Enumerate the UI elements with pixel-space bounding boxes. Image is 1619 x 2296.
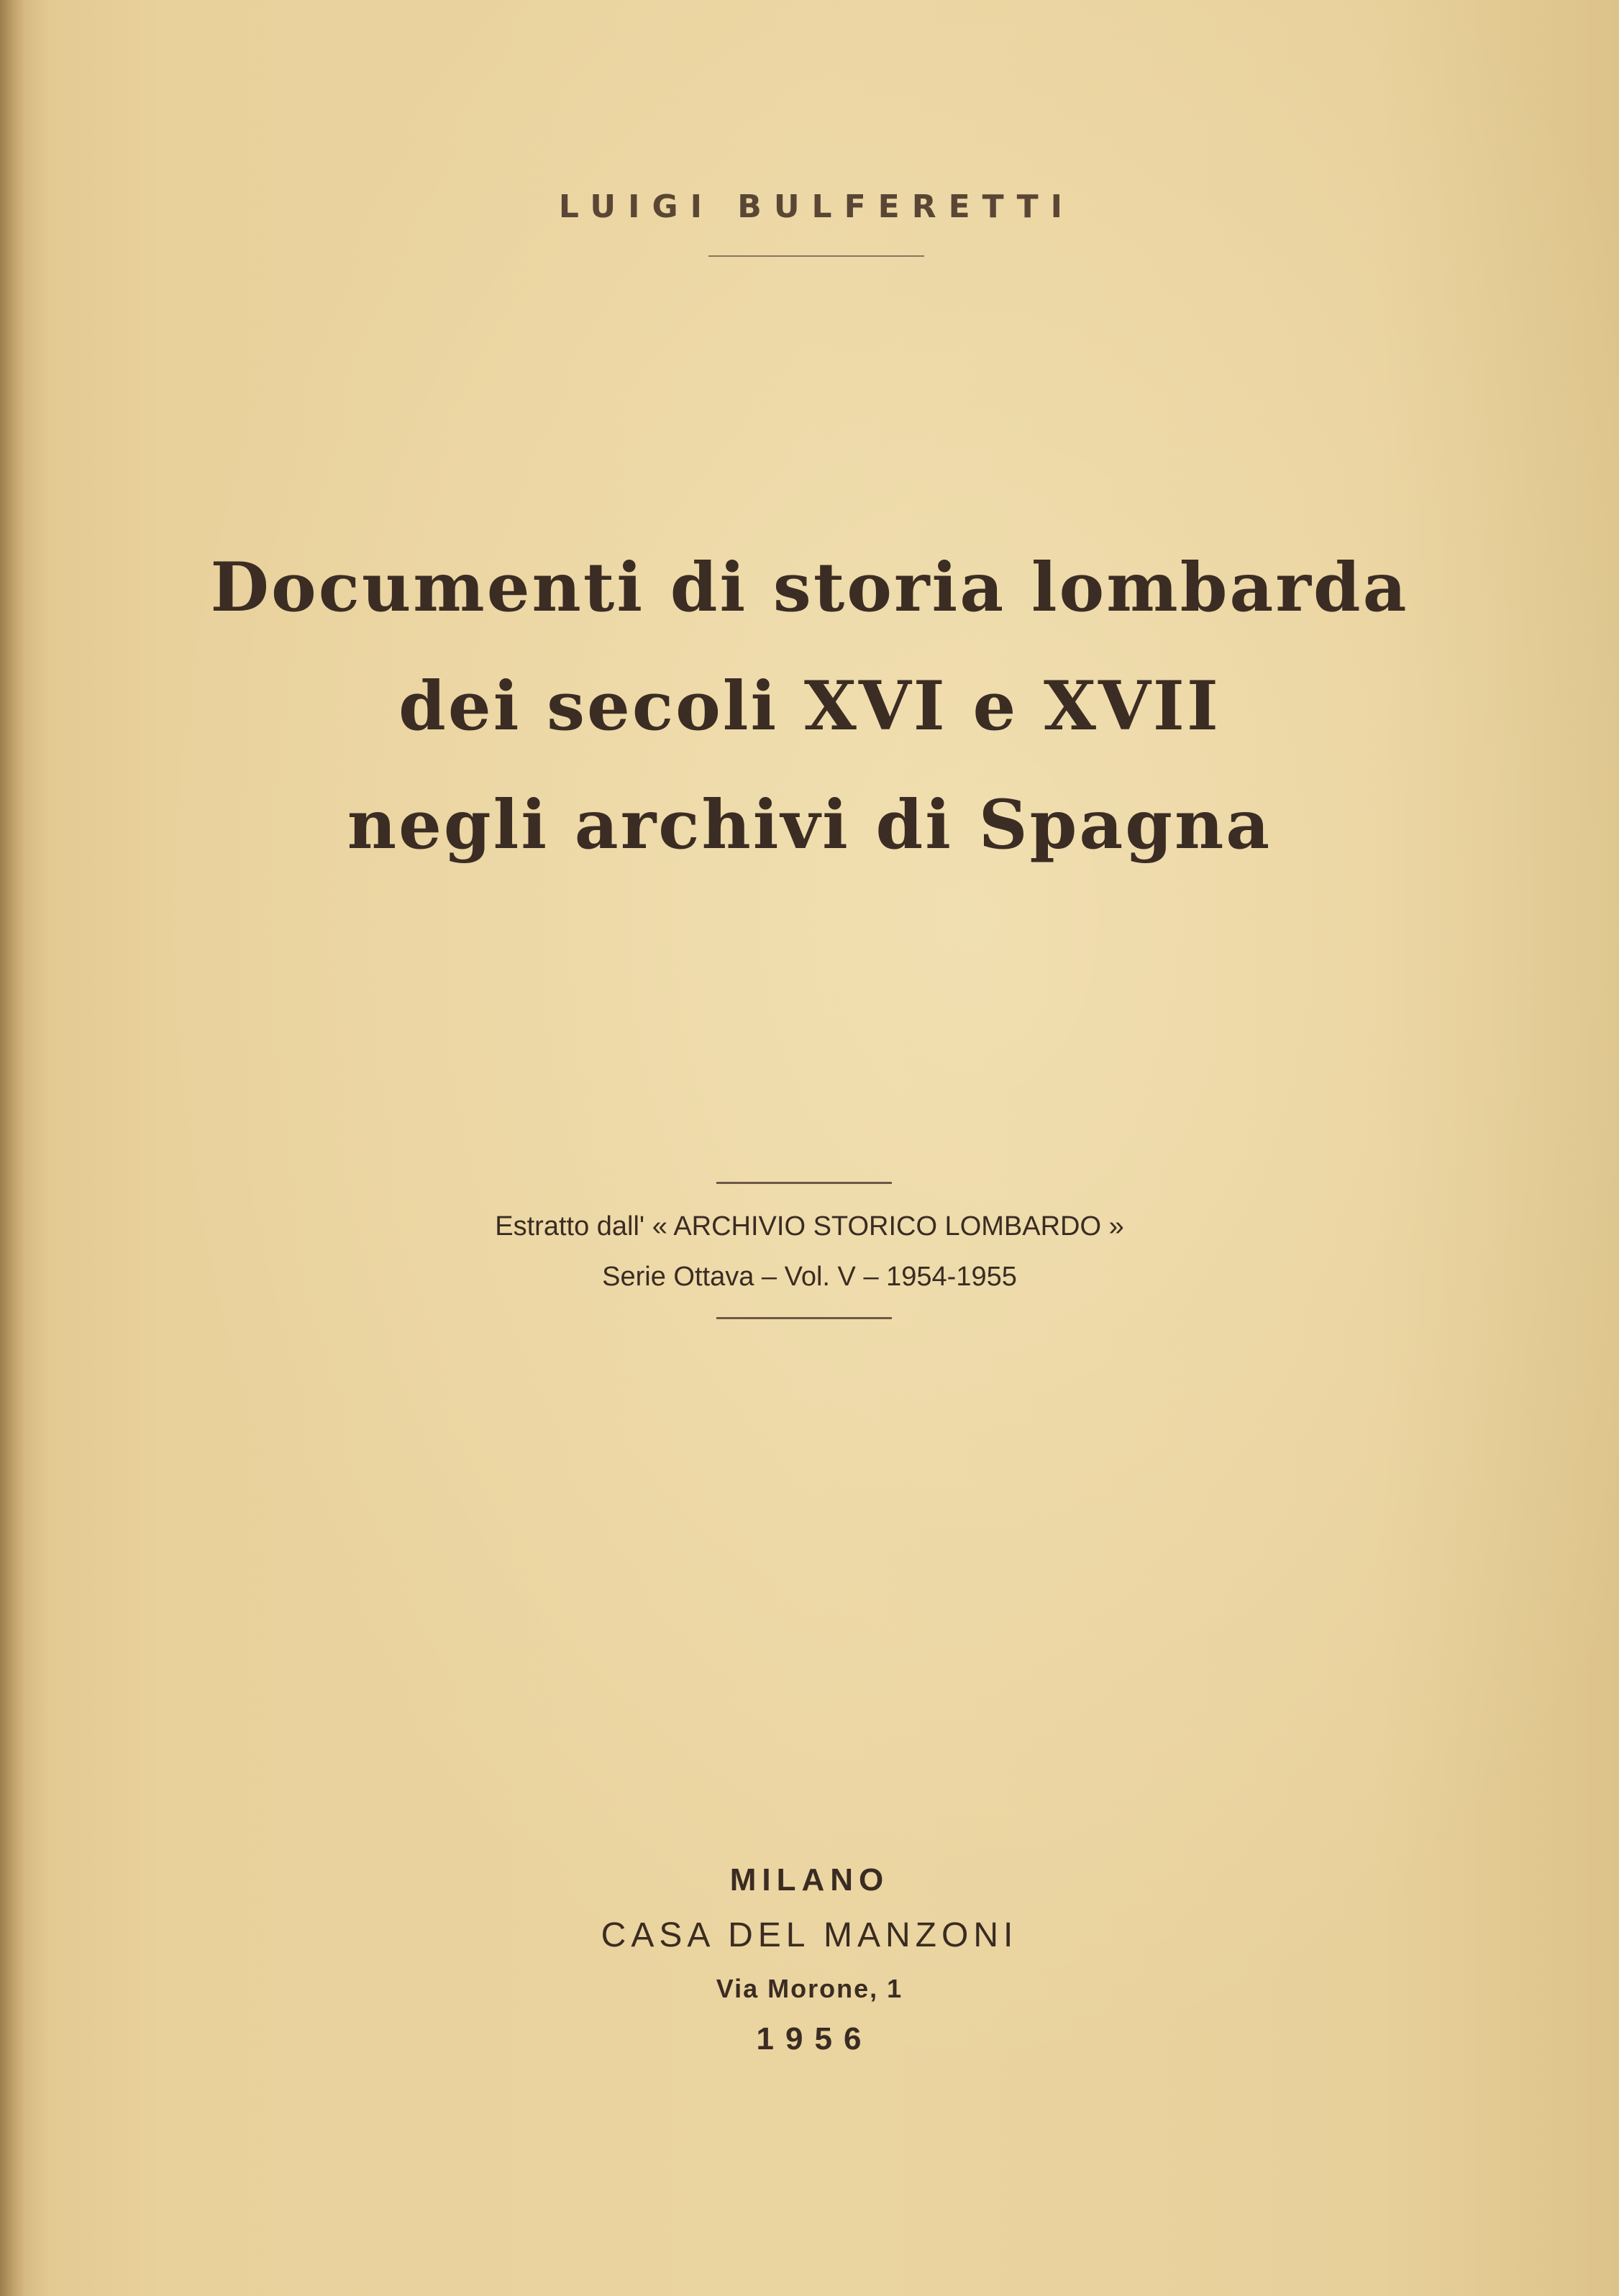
extract-rule-top bbox=[716, 1182, 892, 1184]
author-name: LUIGI BULFERETTI bbox=[558, 188, 1075, 225]
author-underline bbox=[708, 255, 924, 257]
publisher-block bbox=[0, 1854, 1619, 2066]
publisher-city: MILANO bbox=[729, 1862, 890, 1898]
publisher-name: CASA DEL MANZONI bbox=[601, 1916, 1018, 1954]
title-line-2: dei secoli XVI e XVII bbox=[398, 667, 1221, 746]
extract-line-1: Estratto dall' « ARCHIVIO STORICO LOMBARDO » bbox=[495, 1211, 1124, 1242]
title-line-3: negli archivi di Spagna bbox=[347, 785, 1272, 865]
title-line-1: Documenti di storia lombarda bbox=[210, 548, 1409, 627]
book-title bbox=[0, 529, 1619, 885]
publisher-address: Via Morone, 1 bbox=[716, 1974, 903, 2003]
extract-note bbox=[0, 1201, 1619, 1302]
publication-year: 1956 bbox=[756, 2021, 873, 2056]
extract-line-2: Serie Ottava – Vol. V – 1954-1955 bbox=[602, 1262, 1017, 1292]
extract-rule-bottom bbox=[716, 1317, 892, 1319]
